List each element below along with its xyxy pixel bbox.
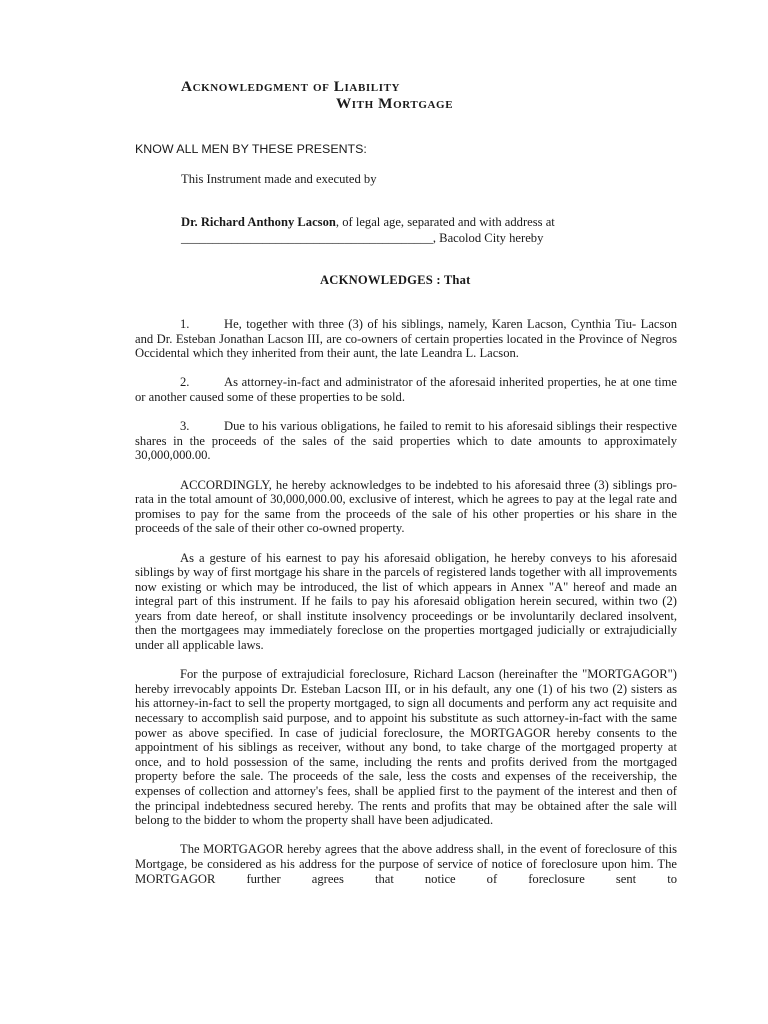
party-address-line <box>181 231 633 246</box>
paragraph-text: Due to his various obligations, he failed to remit to his aforesaid siblings their respective shares in the proceeds of the sales of the said properties which to date amounts to approximately 30,000,000.00. <box>135 419 677 463</box>
accordingly-paragraph <box>135 478 677 536</box>
paragraph-text: He, together with three (3) of his siblings, namely, Karen Lacson, Cynthia Tiu- Lacson and Dr. Esteban Jonathan Lacson III, are co-owners of certain properties located in the Province of Negros Occidental which they inherited from their aunt, the late Leandra L. Lacson. <box>135 317 677 361</box>
numbered-paragraph <box>135 375 677 404</box>
document-body <box>135 317 677 886</box>
paragraph-text: ACCORDINGLY, he hereby acknowledges to be indebted to his aforesaid three (3) siblings pro-rata in the total amount of 30,000,000.00, exclusive of interest, which he agrees to pay at the legal rate and promises to pay for the same from the proceeds of the sale of his other properties or his share in the proceeds of the sale of their other co-owned property. <box>135 477 677 536</box>
document-title-line-2: With Mortgage <box>336 95 454 112</box>
party-name: Dr. Richard Anthony Lacson <box>181 215 336 229</box>
paragraph-number: 3. <box>180 419 190 434</box>
document-title-line-1: Acknowledgment of Liability <box>181 78 401 95</box>
numbered-paragraph <box>135 419 677 463</box>
party-text-1: , of legal age, separated and with address at <box>335 215 555 229</box>
party-block <box>181 215 633 245</box>
address-paragraph <box>135 842 677 886</box>
paragraph-text: The MORTGAGOR hereby agrees that the above address shall, in the event of foreclosure of this Mortgage, be considered as his address for the purpose of service of notice of foreclosure upon him. The MORTGAGOR further agrees that notice of foreclosure sent to <box>135 842 677 886</box>
paragraph-number: 1. <box>180 317 190 331</box>
acknowledges-heading: ACKNOWLEDGES : That <box>320 273 471 287</box>
paragraph-text: As attorney-in-fact and administrator of the aforesaid inherited properties, he at one time or another caused some of these properties to be sold. <box>135 375 677 404</box>
numbered-paragraph <box>135 317 677 361</box>
paragraph-text: As a gesture of his earnest to pay his aforesaid obligation, he hereby conveys to his aforesaid siblings by way of first mortgage his share in the parcels of registered lands together with all improvements now existing or which may be introduced, the list of which appears in Annex "A" hereof and made an integral part of this instrument. If he fails to pay his aforesaid obligation herein secured, within two (2) years from date hereof, or shall institute insolvency proceedings or be involuntarily declared insolvent, then the mortgagees may immediately foreclose on the properties mortgaged judicially or extrajudicially under all applicable laws. <box>135 550 677 653</box>
preamble: KNOW ALL MEN BY THESE PRESENTS: <box>135 142 367 156</box>
paragraph-text: For the purpose of extrajudicial foreclosure, Richard Lacson (hereinafter the "MORTGAGOR") hereby irrevocably appoints Dr. Esteban Lacson III, or in his default, any one (1) of his two (2) sisters as his attorney-in-fact to sell the property mortgaged, to sign all documents and perform any act requisite and necessary to accomplish said purpose, and to appoint his substitute as such attorney-in-fact with the same power as above specified. In case of judicial foreclosure, the MORTGAGOR hereby consents to the appointment of his siblings as receiver, without any bond, to take charge of the mortgaged property at once, and to hold possession of the same, including the rents and profits derived from the mortgaged property before the sale. The proceeds of the sale, less the costs and expenses of the receivership, the expenses of collection and attorney's fees, shall be applied first to the payment of the interest and then of the principal indebtedness secured hereby. The rents and profits that may be obtained after the sale will belong to the bidder to whom the property shall have been adjudicated. <box>135 667 677 828</box>
party-text-2: , Bacolod City hereby <box>432 230 544 245</box>
address-blank: ________________________________________ <box>181 230 433 245</box>
mortgage-paragraph <box>135 551 677 653</box>
paragraph-number: 2. <box>180 375 190 390</box>
intro-line: This Instrument made and executed by <box>181 172 377 186</box>
foreclosure-paragraph <box>135 667 677 828</box>
